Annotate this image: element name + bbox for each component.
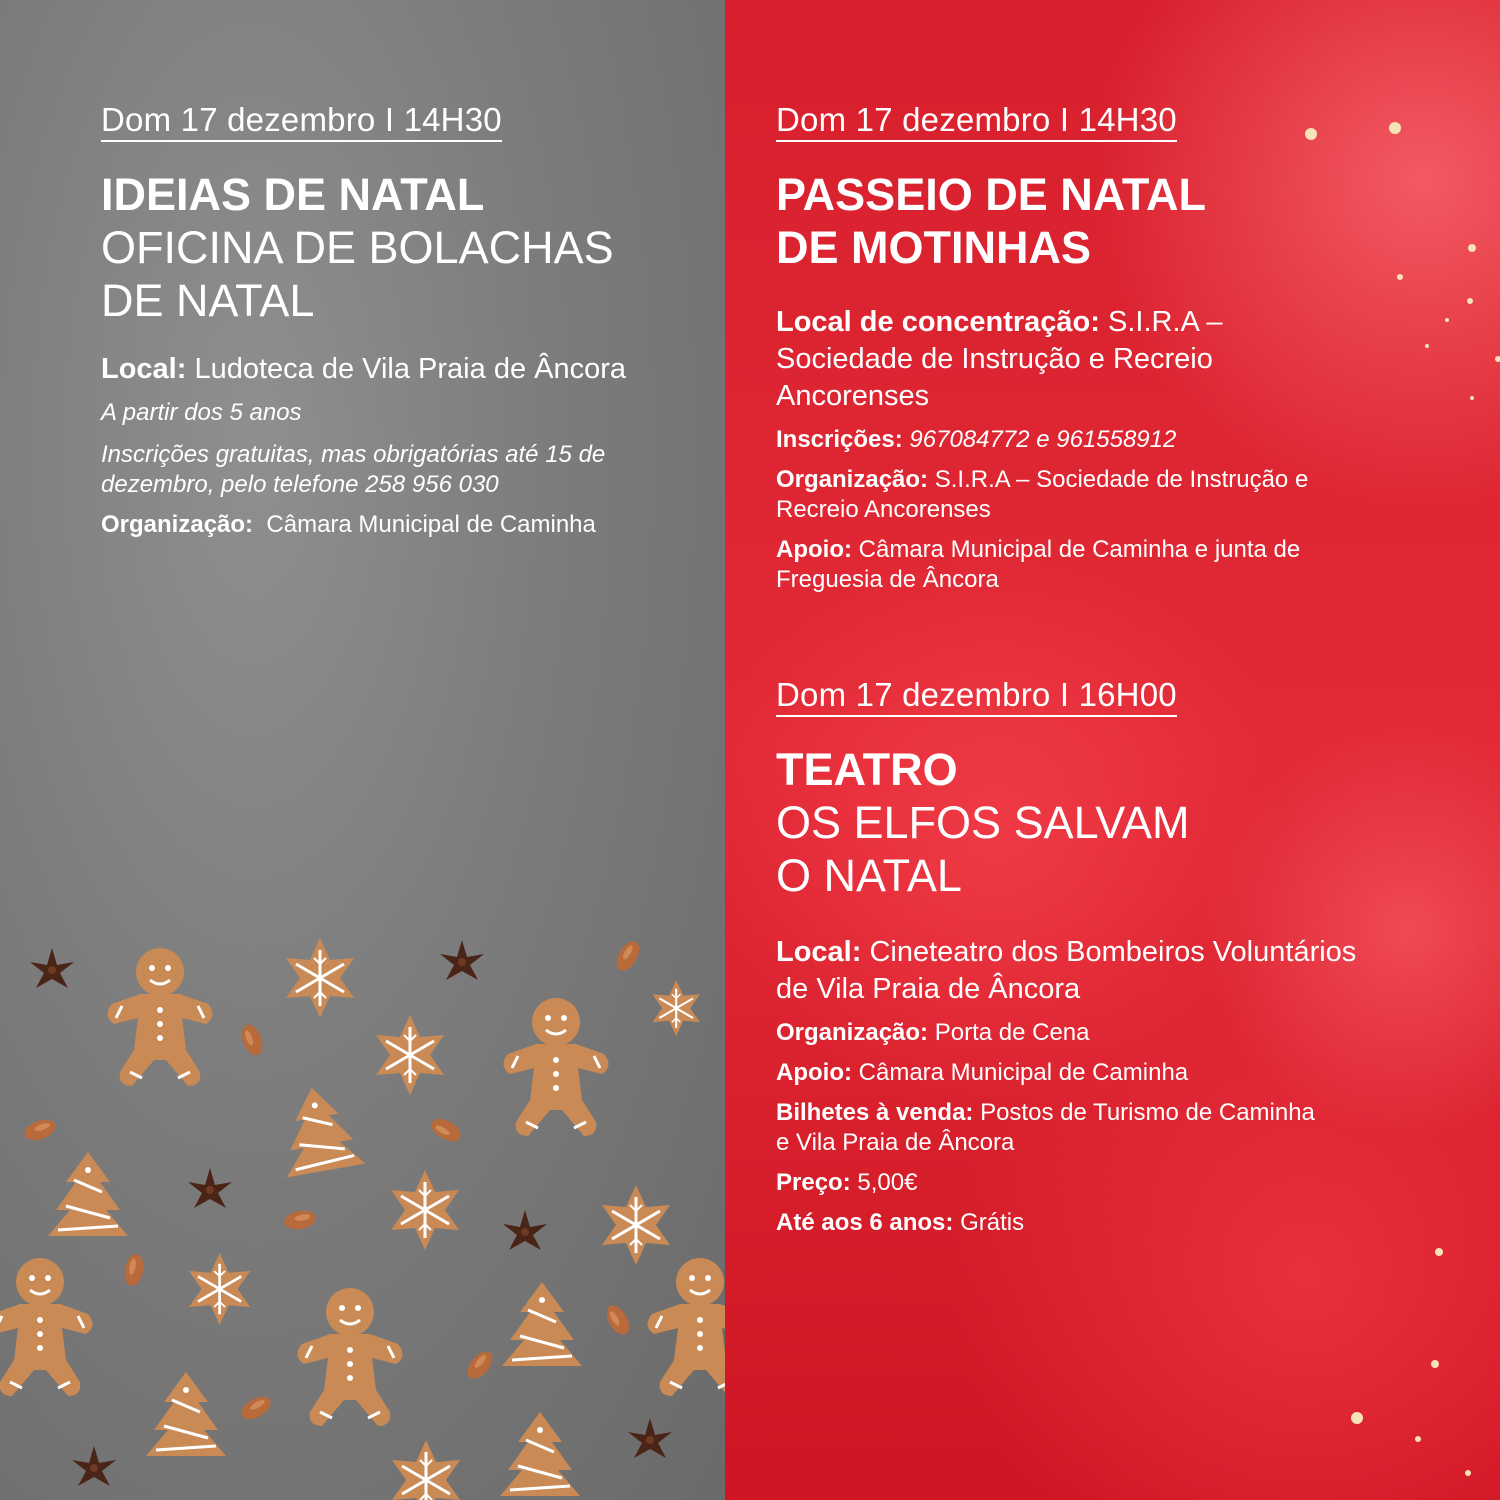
sparkle-icon bbox=[1351, 1412, 1363, 1424]
event-subtitle-line1: OFICINA DE BOLACHAS bbox=[101, 222, 614, 273]
event-title-line2: DE MOTINHAS bbox=[776, 222, 1091, 273]
sparkle-icon bbox=[1431, 1360, 1439, 1368]
support-value-line2: Freguesia de Âncora bbox=[776, 566, 999, 593]
event-date: Dom 17 dezembro I 14H30 bbox=[101, 102, 502, 142]
organization-value-line2: Recreio Ancorenses bbox=[776, 496, 991, 523]
event-organization bbox=[776, 465, 1436, 525]
support-label: Apoio: bbox=[776, 536, 852, 563]
event-organization bbox=[776, 1018, 1436, 1048]
registrations-phones: 967084772 e 961558912 bbox=[909, 426, 1177, 453]
event-subtitle-line1: OS ELFOS SALVAM bbox=[776, 797, 1190, 848]
price-value: 5,00€ bbox=[857, 1169, 918, 1196]
organization-value: Câmara Municipal de Caminha bbox=[266, 511, 596, 538]
age-label: Até aos 6 anos: bbox=[776, 1209, 954, 1236]
organization-label: Organização: bbox=[776, 466, 929, 493]
organization-label: Organização: bbox=[776, 1019, 929, 1046]
location-value: Ludoteca de Vila Praia de Âncora bbox=[194, 353, 627, 385]
organization-label: Organização: bbox=[101, 511, 254, 538]
sparkle-icon bbox=[1415, 1436, 1421, 1442]
gingerbread-cookies-illustration bbox=[0, 920, 725, 1500]
event-subtitle-line2: O NATAL bbox=[776, 850, 962, 901]
event-age-note: A partir dos 5 anos bbox=[101, 399, 302, 426]
sparkle-icon bbox=[1445, 318, 1449, 322]
event-passeio-de-natal bbox=[776, 102, 1436, 595]
location-value-line1: Cineteatro dos Bombeiros Voluntários bbox=[869, 936, 1357, 968]
event-location bbox=[776, 934, 1436, 1008]
sparkle-icon bbox=[1465, 1470, 1471, 1476]
event-teatro bbox=[776, 677, 1436, 1238]
event-price bbox=[776, 1168, 1436, 1198]
event-date: Dom 17 dezembro I 14H30 bbox=[776, 102, 1177, 142]
registration-note-line2: dezembro, pelo telefone 258 956 030 bbox=[101, 471, 499, 498]
event-tickets bbox=[776, 1098, 1436, 1158]
price-label: Preço: bbox=[776, 1169, 851, 1196]
tickets-label: Bilhetes à venda: bbox=[776, 1099, 974, 1126]
location-label: Local: bbox=[776, 936, 862, 968]
organization-value: Porta de Cena bbox=[934, 1019, 1090, 1046]
sparkle-icon bbox=[1495, 356, 1500, 362]
event-location bbox=[101, 351, 701, 388]
support-value: Câmara Municipal de Caminha bbox=[858, 1059, 1189, 1086]
location-value-line1: S.I.R.A – bbox=[1108, 306, 1223, 338]
tickets-value-line2: e Vila Praia de Âncora bbox=[776, 1129, 1015, 1156]
event-ideias-de-natal bbox=[101, 102, 701, 540]
event-registration-note bbox=[101, 440, 701, 500]
sparkle-icon bbox=[1435, 1248, 1443, 1256]
sparkle-icon bbox=[1470, 396, 1474, 400]
event-title-line1: PASSEIO DE NATAL bbox=[776, 169, 1207, 220]
location-label: Local de concentração: bbox=[776, 306, 1100, 338]
event-date: Dom 17 dezembro I 16H00 bbox=[776, 677, 1177, 717]
age-value: Grátis bbox=[960, 1209, 1025, 1236]
right-panel bbox=[725, 0, 1500, 1500]
location-value-line2: de Vila Praia de Âncora bbox=[776, 973, 1081, 1005]
organization-value-line1: S.I.R.A – Sociedade de Instrução e bbox=[934, 466, 1309, 493]
event-support bbox=[776, 1058, 1436, 1088]
location-label: Local: bbox=[101, 353, 187, 385]
location-value-line3: Ancorenses bbox=[776, 380, 930, 412]
event-support bbox=[776, 535, 1436, 595]
support-value-line1: Câmara Municipal de Caminha e junta de bbox=[858, 536, 1301, 563]
event-title: IDEIAS DE NATAL bbox=[101, 169, 485, 220]
sparkle-icon bbox=[1467, 298, 1473, 304]
sparkle-icon bbox=[1468, 244, 1476, 252]
event-location bbox=[776, 304, 1436, 415]
registration-note-line1: Inscrições gratuitas, mas obrigatórias até 15 de bbox=[101, 441, 606, 468]
registrations-label: Inscrições: bbox=[776, 426, 903, 453]
support-label: Apoio: bbox=[776, 1059, 852, 1086]
event-subtitle-line2: DE NATAL bbox=[101, 275, 315, 326]
tickets-value-line1: Postos de Turismo de Caminha bbox=[980, 1099, 1315, 1126]
event-registrations bbox=[776, 425, 1436, 455]
location-value-line2: Sociedade de Instrução e Recreio bbox=[776, 343, 1213, 375]
event-title: TEATRO bbox=[776, 744, 958, 795]
event-organization bbox=[101, 510, 701, 540]
left-panel bbox=[0, 0, 725, 1500]
event-age-free bbox=[776, 1208, 1436, 1238]
